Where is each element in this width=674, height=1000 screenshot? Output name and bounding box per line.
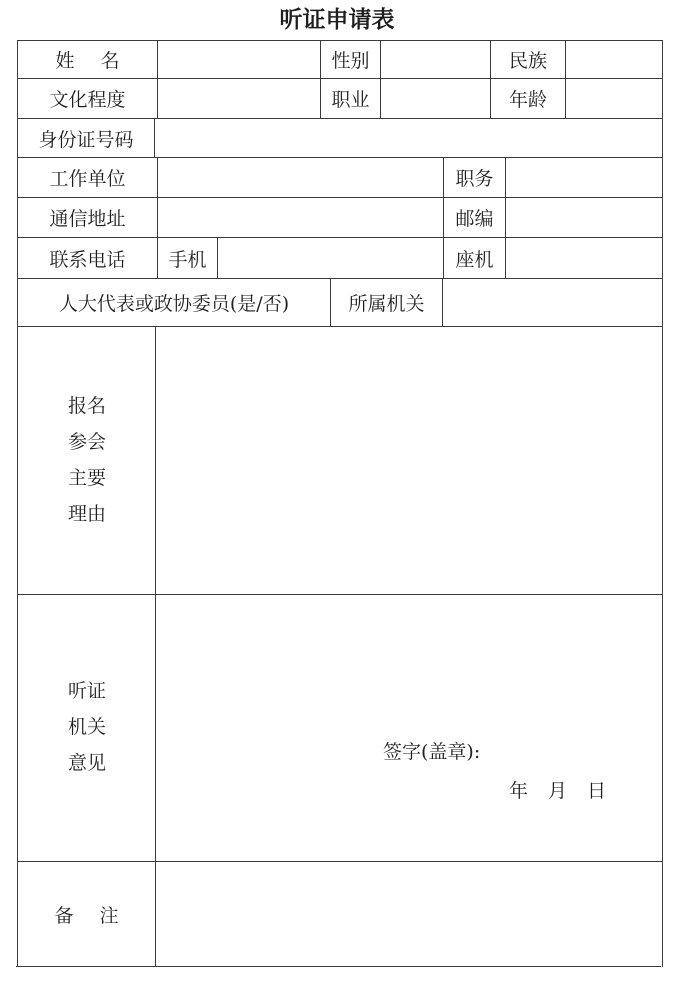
- education-label: 文化程度: [49, 89, 126, 111]
- ethnicity-label: 民族: [508, 50, 547, 72]
- landline-field[interactable]: [506, 238, 662, 278]
- mobile-label: 手机: [168, 248, 207, 271]
- position-field[interactable]: [506, 158, 662, 197]
- occupation-field[interactable]: [381, 79, 490, 118]
- name-field[interactable]: [158, 41, 320, 78]
- address-field[interactable]: [158, 198, 443, 237]
- mobile-field[interactable]: [218, 238, 443, 278]
- signature-label: 签字(盖章):: [383, 740, 481, 763]
- reason-label: 报名 参会 主要 理由: [67, 395, 106, 525]
- age-field[interactable]: [566, 79, 662, 118]
- gender-label: 性别: [331, 50, 370, 72]
- reason-field[interactable]: [156, 327, 662, 594]
- occupation-label: 职业: [331, 89, 370, 111]
- employer-field[interactable]: [158, 158, 443, 197]
- table-border-right: [662, 40, 663, 967]
- gender-field[interactable]: [381, 41, 490, 78]
- employer-label: 工作单位: [49, 168, 126, 190]
- landline-label: 座机: [455, 248, 494, 271]
- ethnicity-field[interactable]: [566, 41, 662, 78]
- date-line: 年 月 日: [509, 779, 607, 802]
- deputy-label: 人大代表或政协委员(是/否): [58, 293, 290, 315]
- organization-field[interactable]: [443, 279, 662, 326]
- organization-label: 所属机关: [348, 293, 425, 315]
- postcode-label: 邮编: [455, 208, 494, 230]
- table-border-bottom: [16, 966, 661, 967]
- phone-label: 联系电话: [49, 248, 126, 271]
- age-label: 年龄: [508, 89, 547, 111]
- address-label: 通信地址: [49, 208, 126, 230]
- remarks-label: 备 注: [54, 904, 119, 927]
- opinion-field[interactable]: [156, 595, 662, 861]
- id-number-field[interactable]: [155, 119, 662, 157]
- education-field[interactable]: [158, 79, 320, 118]
- remarks-field[interactable]: [156, 862, 662, 966]
- postcode-field[interactable]: [506, 198, 662, 237]
- position-label: 职务: [455, 168, 494, 190]
- opinion-label: 听证 机关 意见: [67, 680, 106, 774]
- name-label: 姓 名: [55, 50, 120, 72]
- id-number-label: 身份证号码: [38, 128, 134, 151]
- form-title: 听证申请表: [279, 6, 395, 33]
